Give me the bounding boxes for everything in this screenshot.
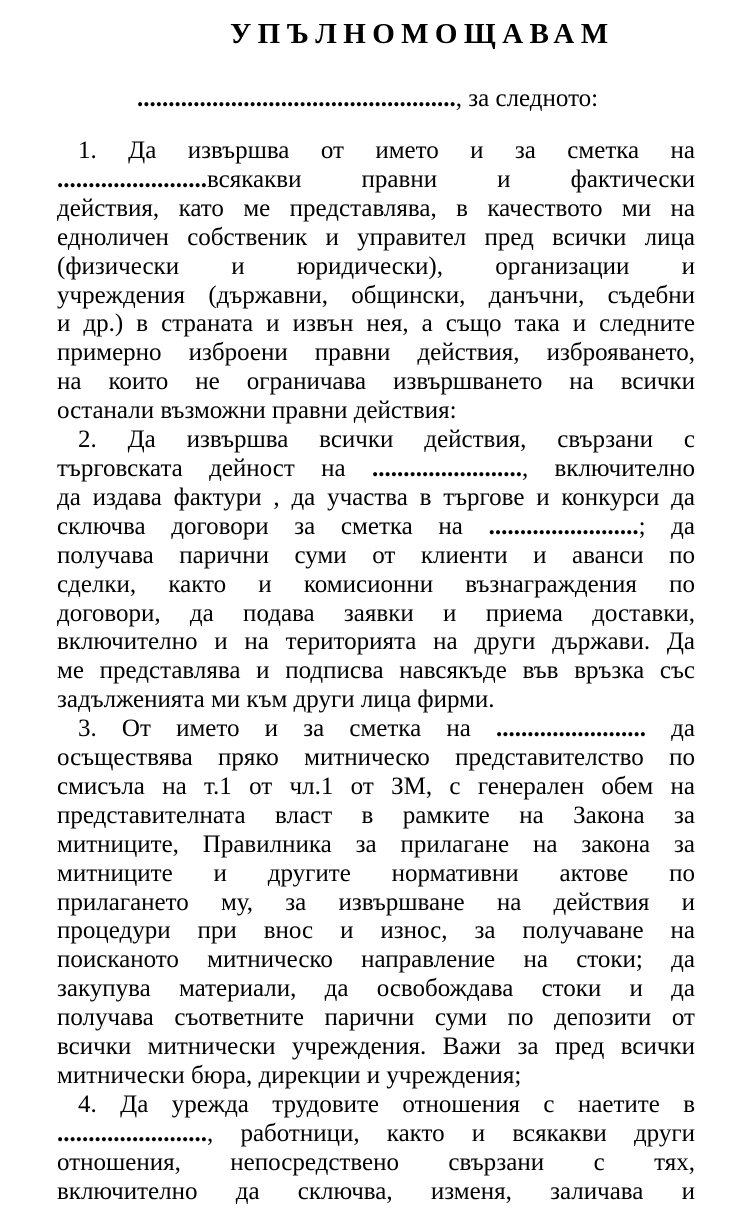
document-line: 2. Да извършва всички действия, свързани с xyxy=(78,426,695,454)
document-line: 3. От името и за сметка на ........................ да xyxy=(78,715,695,743)
grantee-line-suffix: , за следното: xyxy=(455,85,599,112)
paragraph xyxy=(57,426,695,715)
document-line: търговската дейност на ........................, включително xyxy=(57,454,695,482)
document-line: 1. Да извършва от името и за сметка на xyxy=(78,137,695,164)
fill-in-dots: ........................ xyxy=(57,165,207,193)
fill-in-dots: ........................ xyxy=(496,715,646,743)
document-line: останали възможни правни действия: xyxy=(57,397,457,425)
document-line: отношения, непосредствено свързани с тях, xyxy=(57,1148,695,1176)
document-line: договори, да подава заявки и приема доставки, xyxy=(57,599,695,627)
document-line: осъществява пряко митническо представителство по xyxy=(57,744,695,772)
document-line: смисъла на т.1 от чл.1 от ЗМ, с генерален обем на xyxy=(57,772,695,800)
document-line: ме представлява и подписва навсякъде във връзка със xyxy=(57,657,695,685)
document-line: задълженията ми към други лица фирми. xyxy=(57,686,495,714)
document-line: ........................, работници, както и всякакви други xyxy=(57,1119,695,1147)
document-line: получава парични суми от клиенти и аванси по xyxy=(57,541,695,569)
paragraph xyxy=(57,1091,695,1207)
document-title: УПЪЛНОМОЩАВАМ xyxy=(230,18,615,50)
document-line: митниците и другите нормативни актове по xyxy=(57,859,695,887)
document-line: 4. Да урежда трудовите отношения с наетите в xyxy=(78,1090,695,1118)
document-line: митнически бюра, дирекции и учреждения; xyxy=(57,1062,522,1089)
document-line: включително да сключва, изменя, заличава и xyxy=(57,1177,695,1205)
document-body xyxy=(57,137,695,1207)
document-line: и др.) в страната и извън нея, а също така и следните xyxy=(57,310,695,338)
document-line: включително и на територията на други държави. Да xyxy=(57,628,695,656)
fill-in-dots: ........................ xyxy=(371,454,522,482)
document-line: прилагането му, за извършване на действия и xyxy=(57,888,695,916)
paragraph xyxy=(57,715,695,1091)
document-line: сключва договори за сметка на ........................; да xyxy=(57,512,695,540)
fill-in-dots: ........................ xyxy=(488,512,639,540)
document-line: процедури при внос и износ, за получаване на xyxy=(57,917,695,945)
document-line: учреждения (държавни, общински, данъчни, съдебни xyxy=(57,281,695,309)
paragraph xyxy=(57,137,695,426)
document-line: сделки, както и комисионни възнаграждения по xyxy=(57,570,695,598)
document-line: поисканото митническо направление на стоки; да xyxy=(57,946,695,974)
document-line: на които не ограничава извършването на всички xyxy=(57,368,695,396)
document-line: едноличен собственик и управител пред всички лица xyxy=(57,223,695,251)
document-line: всички митнически учреждения. Важи за пред всички xyxy=(57,1033,695,1061)
fill-in-dots: ........................ xyxy=(57,1119,207,1147)
document-line: действия, като ме представлява, в качеството ми на xyxy=(57,194,695,222)
document-line: митниците, Правилника за прилагане на закона за xyxy=(57,830,695,858)
grantee-fill-in-line xyxy=(137,84,598,114)
document-line: примерно изброени правни действия, изброяването, xyxy=(57,339,695,367)
document-line: получава съответните парични суми по депозити от xyxy=(57,1004,695,1032)
document-line: закупува материали, да освобождава стоки и да xyxy=(57,975,695,1003)
document-line: (физически и юридически), организации и xyxy=(57,252,695,280)
document-line: представителната власт в рамките на Закона за xyxy=(57,801,695,829)
document-line: ........................всякакви правни и фактически xyxy=(57,165,695,193)
document-line: да издава фактури , да участва в търгове и конкурси да xyxy=(57,483,695,511)
fill-in-dots: ................................................... xyxy=(137,85,456,112)
